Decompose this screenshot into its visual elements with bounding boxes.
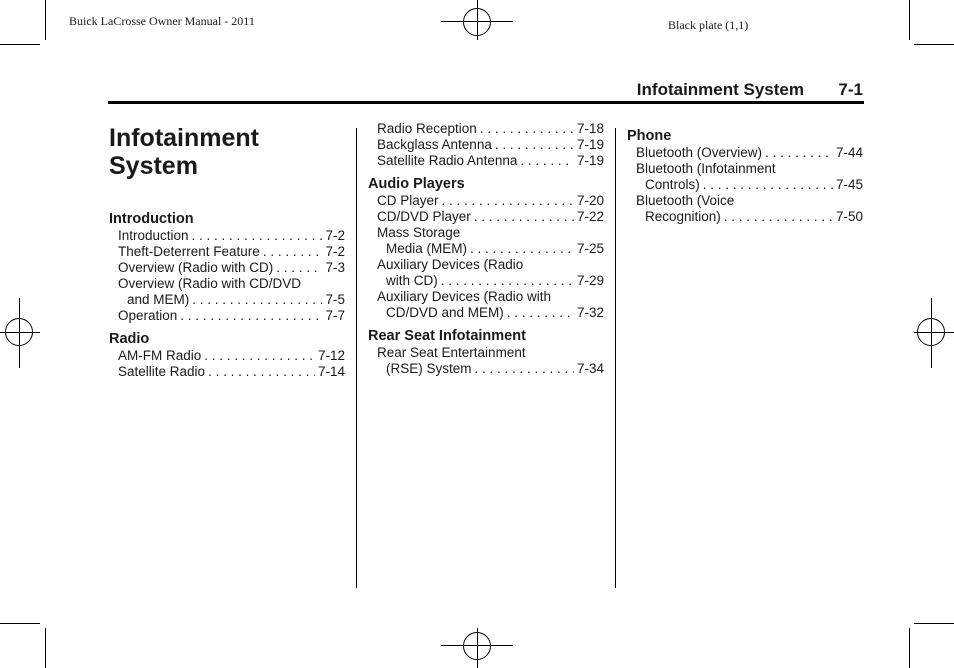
toc-entry-text: Satellite Radio Antenna	[377, 153, 518, 168]
crop-mark	[909, 0, 910, 40]
toc-entry-text: Bluetooth (Voice	[636, 193, 735, 208]
running-head-title: Infotainment System	[636, 80, 804, 99]
dot-leader	[703, 177, 833, 193]
toc-entry[interactable]	[627, 145, 863, 161]
toc-page-ref: 7-25	[576, 241, 604, 256]
toc-section-heading: Phone	[627, 128, 672, 144]
toc-entry[interactable]	[368, 137, 604, 153]
dot-leader	[192, 228, 323, 244]
toc-entry[interactable]	[368, 257, 604, 289]
header-rule	[108, 101, 864, 104]
toc-entry-text: CD/DVD and MEM)	[386, 305, 504, 320]
toc-entry-text: Bluetooth (Overview)	[636, 145, 763, 160]
dot-leader	[724, 209, 833, 225]
toc-entry-text: Overview (Radio with CD/DVD	[118, 276, 302, 291]
toc-entry-text: Satellite Radio	[118, 364, 206, 379]
toc-entry-text: CD/DVD Player	[377, 209, 471, 224]
toc-entry-text: Auxiliary Devices (Radio with	[377, 289, 552, 304]
column-divider	[356, 128, 357, 588]
toc-entry-text: Auxiliary Devices (Radio	[377, 257, 524, 272]
toc-page-ref: 7-45	[835, 177, 863, 192]
dot-leader	[192, 292, 322, 308]
toc-section-heading: Introduction	[109, 211, 194, 227]
toc-entry[interactable]	[109, 276, 345, 308]
toc-page-ref: 7-29	[576, 273, 604, 288]
toc-column	[109, 204, 345, 380]
toc-entry-text: Introduction	[118, 228, 189, 243]
toc-page-ref: 7-34	[576, 361, 604, 376]
toc-entry-text: and MEM)	[127, 292, 190, 307]
toc-page-ref: 7-12	[317, 348, 345, 363]
chapter-title-line: Infotainment	[109, 124, 259, 152]
toc-section-heading: Audio Players	[368, 176, 465, 192]
dot-leader	[474, 209, 574, 225]
toc-section-heading: Radio	[109, 331, 150, 347]
toc-entry-text: Rear Seat Entertainment	[377, 345, 526, 360]
dot-leader	[441, 273, 574, 289]
toc-entry-text: (RSE) System	[386, 361, 472, 376]
toc-page-ref: 7-20	[576, 193, 604, 208]
dot-leader	[475, 361, 574, 377]
toc-page-ref: 7-2	[325, 228, 345, 243]
dot-leader	[263, 244, 323, 260]
plate-label: Black plate (1,1)	[668, 18, 749, 32]
dot-leader	[480, 121, 574, 137]
toc-entry-text: Recognition)	[645, 209, 721, 224]
toc-entry[interactable]	[109, 228, 345, 244]
toc-entry-text: Radio Reception	[377, 121, 477, 136]
running-head	[600, 80, 863, 102]
toc-entry[interactable]	[368, 345, 604, 377]
dot-leader	[495, 137, 574, 153]
toc-page-ref: 7-3	[325, 260, 345, 275]
toc-entry[interactable]	[368, 209, 604, 225]
chapter-title	[109, 124, 349, 180]
toc-entry-text: Overview (Radio with CD)	[118, 260, 274, 275]
toc-entry[interactable]	[109, 348, 345, 364]
crop-mark	[914, 623, 954, 624]
toc-entry-text: Backglass Antenna	[377, 137, 492, 152]
dot-leader	[276, 260, 322, 276]
toc-entry-text: Controls)	[645, 177, 700, 192]
chapter-title-line: System	[109, 152, 198, 180]
toc-column	[627, 121, 863, 225]
toc-section-heading: Rear Seat Infotainment	[368, 328, 526, 344]
crop-mark	[45, 0, 46, 40]
toc-entry-text: AM-FM Radio	[118, 348, 202, 363]
toc-entry[interactable]	[368, 153, 604, 169]
crop-mark	[0, 44, 40, 45]
toc-entry[interactable]	[109, 260, 345, 276]
toc-entry-text: Mass Storage	[377, 225, 461, 240]
toc-entry-text: Bluetooth (Infotainment	[636, 161, 776, 176]
crop-mark	[914, 44, 954, 45]
toc-entry-text: Operation	[118, 308, 178, 323]
dot-leader	[208, 364, 315, 380]
toc-page-ref: 7-32	[576, 305, 604, 320]
dot-leader	[204, 348, 315, 364]
toc-page-ref: 7-19	[576, 153, 604, 168]
crop-mark	[45, 628, 46, 668]
toc-page-ref: 7-18	[576, 121, 604, 136]
dot-leader	[442, 193, 574, 209]
toc-entry-text: Theft-Deterrent Feature	[118, 244, 260, 259]
crop-mark	[909, 628, 910, 668]
toc-entry-text: CD Player	[377, 193, 439, 208]
toc-entry[interactable]	[368, 289, 604, 321]
dot-leader	[765, 145, 833, 161]
toc-page-ref: 7-50	[835, 209, 863, 224]
toc-entry[interactable]	[109, 244, 345, 260]
dot-leader	[520, 153, 574, 169]
crop-mark	[0, 623, 40, 624]
toc-entry[interactable]	[368, 225, 604, 257]
toc-page-ref: 7-7	[325, 308, 345, 323]
toc-entry[interactable]	[627, 193, 863, 225]
toc-page-ref: 7-2	[325, 244, 345, 259]
toc-page-ref: 7-14	[317, 364, 345, 379]
toc-page-ref: 7-44	[835, 145, 863, 160]
dot-leader	[180, 308, 322, 324]
toc-page-ref: 7-5	[325, 292, 345, 307]
toc-entry[interactable]	[109, 308, 345, 324]
toc-entry-text: with CD)	[386, 273, 438, 288]
toc-page-ref: 7-22	[576, 209, 604, 224]
page-number: 7-1	[838, 80, 863, 99]
column-divider	[615, 128, 616, 588]
dot-leader	[470, 241, 574, 257]
manual-header: Buick LaCrosse Owner Manual - 2011	[69, 14, 255, 28]
toc-column	[368, 121, 604, 377]
toc-entry[interactable]	[109, 364, 345, 380]
toc-entry[interactable]	[368, 193, 604, 209]
toc-entry[interactable]	[627, 161, 863, 193]
toc-entry-text: Media (MEM)	[386, 241, 468, 256]
toc-entry[interactable]	[368, 121, 604, 137]
dot-leader	[507, 305, 574, 321]
toc-page-ref: 7-19	[576, 137, 604, 152]
